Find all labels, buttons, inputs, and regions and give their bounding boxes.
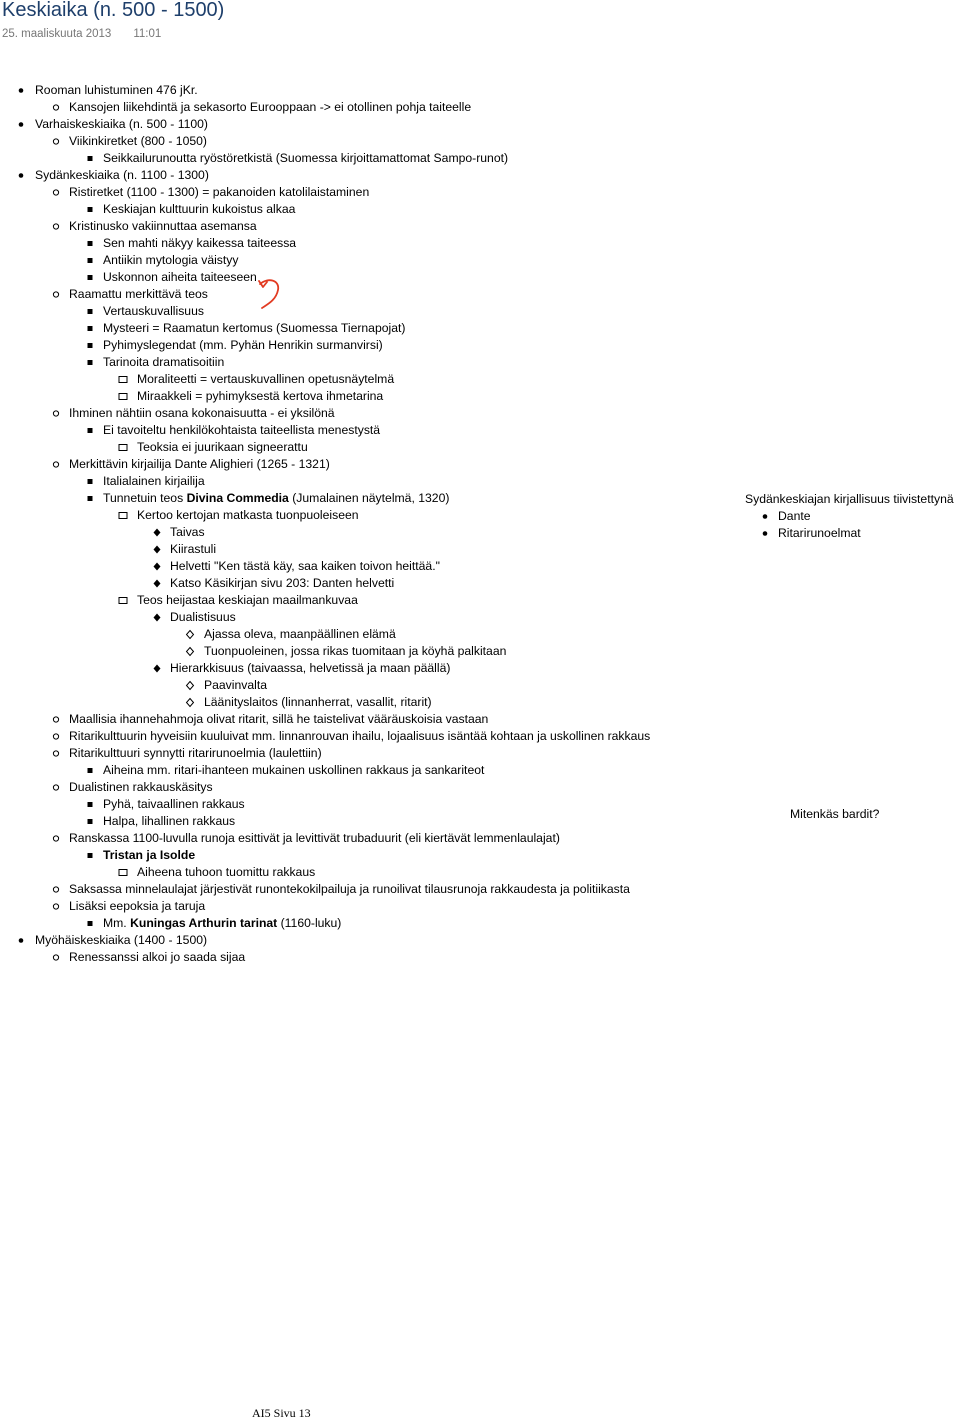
outline-item-text: Sen mahti näkyy kaikessa taiteessa [103,236,297,250]
square-bullet-icon [84,422,96,439]
diamond-bullet-icon [151,575,163,592]
circle-bullet-icon [50,456,62,473]
square-bullet-icon [84,303,96,320]
square-bullet-icon [84,796,96,813]
outline-item-text-part: Tunnetuin teos [103,491,187,505]
square-bullet-icon [84,150,96,167]
outline-item [0,184,700,201]
outline-item-text: Ranskassa 1100-luvulla runoja esittivät ja levittivät trubaduurit (eli kiertävät lemmenlaulajat) [69,831,560,845]
outline-item-text: Merkittävin kirjailija Dante Alighieri (1265 - 1321) [69,457,330,471]
outline-item-text: Kertoo kertojan matkasta tuonpuoleiseen [137,508,359,522]
outline-item [0,133,700,150]
square-bullet-icon [84,847,96,864]
outline-item [0,541,700,558]
circle-bullet-icon [50,898,62,915]
circle-bullet-icon [50,779,62,796]
outline-item-text: Viikinkiretket (800 - 1050) [69,134,207,148]
outline-item [0,898,700,915]
diamond-bullet-icon [151,541,163,558]
outline-item-text: Keskiajan kulttuurin kukoistus alkaa [103,202,296,216]
outline-item [0,643,700,660]
outline-item [0,609,700,626]
side-note [745,491,960,542]
square-bullet-icon [84,915,96,932]
outline-item [0,932,700,949]
outline-item-text: Tuonpuoleinen, jossa rikas tuomitaan ja köyhä palkitaan [204,644,507,658]
square-bullet-icon [84,490,96,507]
outline-item [0,82,700,99]
outline-item [0,915,700,932]
outline-item-text: Teos heijastaa keskiajan maailmankuvaa [137,593,358,607]
outline-item [0,116,700,133]
outline-item [0,473,700,490]
hollow-square-bullet-icon [117,864,129,881]
outline-item-text: Seikkailurunoutta ryöstöretkistä (Suomessa kirjoittamattomat Sampo-runot) [103,151,509,165]
outline-item-text: Mysteeri = Raamatun kertomus (Suomessa Tiernapojat) [103,321,406,335]
outline-item [0,524,700,541]
outline-item-text: Ritarikulttuurin hyveisiin kuuluivat mm. linnanrouvan ihailu, lojaalisuus isäntää kohtaan ja uskollinen rakkaus [69,729,651,743]
hollow-diamond-bullet-icon [184,677,196,694]
outline-item [0,371,700,388]
circle-bullet-icon [50,184,62,201]
square-bullet-icon [84,252,96,269]
diamond-bullet-icon [151,609,163,626]
outline-item-text [103,915,341,932]
square-bullet-icon [84,269,96,286]
outline-item-text: Italialainen kirjailija [103,474,205,488]
outline-item-text: Ristiretket (1100 - 1300) = pakanoiden katolilaistaminen [69,185,370,199]
circle-bullet-icon [50,405,62,422]
side-note-heading: Sydänkeskiajan kirjallisuus tiivistettynä [745,492,954,506]
outline-item [0,847,700,864]
outline-item [0,490,700,507]
outline-item [0,269,700,286]
circle-bullet-icon [50,133,62,150]
outline-item-text-part: (1160-luku) [277,916,342,930]
outline-item [0,711,700,728]
outline-item [0,864,700,881]
disc-bullet-icon [759,525,771,542]
outline-item-text: Ritarikulttuuri synnytti ritarirunoelmia (laulettiin) [69,746,322,760]
outline-item-bold-title: Tristan ja Isolde [103,848,196,862]
outline-item-text: Moraliteetti = vertauskuvallinen opetusnäytelmä [137,372,395,386]
outline-item [0,779,700,796]
circle-bullet-icon [50,881,62,898]
square-bullet-icon [84,762,96,779]
outline-item [0,507,700,524]
outline-item-bold-title: Divina Commedia [186,491,289,505]
outline-item-text-part: (Jumalainen näytelmä, 1320) [288,491,450,505]
outline-item [0,558,700,575]
outline-item [0,303,700,320]
outline-item-text: Läänityslaitos (linnanherrat, vasallit, ritarit) [204,695,432,709]
page-meta [2,27,161,41]
page-footer: AI5 Sivu 13 [252,1406,311,1420]
outline-item-text: Kiirastuli [170,542,217,556]
outline-item-text: Taivas [170,525,205,539]
circle-bullet-icon [50,99,62,116]
outline-item [0,235,700,252]
outline-item [0,388,700,405]
square-bullet-icon [84,813,96,830]
outline-item-text: Maallisia ihannehahmoja olivat ritarit, sillä he taistelivat vääräuskoisia vastaan [69,712,489,726]
disc-bullet-icon [759,508,771,525]
square-bullet-icon [84,320,96,337]
outline-item-text: Ei tavoiteltu henkilökohtaista taiteellista menestystä [103,423,381,437]
outline-item-text: Teoksia ei juurikaan signeerattu [137,440,308,454]
outline-item-text: Miraakkeli = pyhimyksestä kertova ihmetarina [137,389,384,403]
disc-bullet-icon [15,167,27,184]
outline-item-text [103,490,449,507]
outline-item-text: Lisäksi eepoksia ja taruja [69,899,206,913]
outline-item-text: Dualistisuus [170,610,236,624]
outline-item-text: Sydänkeskiaika (n. 1100 - 1300) [35,168,209,182]
hollow-square-bullet-icon [117,371,129,388]
outline-item-text: Raamattu merkittävä teos [69,287,208,301]
outline-item [0,218,700,235]
outline-item-text: Ajassa oleva, maanpäällinen elämä [204,627,396,641]
diamond-bullet-icon [151,524,163,541]
outline-item-text: Saksassa minnelaulajat järjestivät runontekokilpailuja ja runoilivat tilausrunoja rakkaudesta ja politiikasta [69,882,630,896]
outline-item [0,422,700,439]
outline-item-text: Katso Käsikirjan sivu 203: Danten helvetti [170,576,395,590]
square-bullet-icon [84,337,96,354]
outline-item [0,881,700,898]
outline-item [0,167,700,184]
outline-item [0,337,700,354]
outline-item-text: Myöhäiskeskiaika (1400 - 1500) [35,933,208,947]
outline-item [0,949,700,966]
hollow-square-bullet-icon [117,439,129,456]
outline-item-text: Vertauskuvallisuus [103,304,204,318]
hollow-diamond-bullet-icon [184,626,196,643]
square-bullet-icon [84,354,96,371]
side-note-item: Ritarirunoelmat [745,525,960,542]
outline-item [0,745,700,762]
outline-item [0,762,700,779]
handwritten-arrow-icon [258,278,284,314]
outline-item [0,660,700,677]
outline-item [0,592,700,609]
hollow-diamond-bullet-icon [184,643,196,660]
outline-item-bold-title: Kuningas Arthurin tarinat [130,916,278,930]
disc-bullet-icon [15,82,27,99]
circle-bullet-icon [50,745,62,762]
disc-bullet-icon [15,932,27,949]
hollow-square-bullet-icon [117,507,129,524]
side-note-item: Dante [745,508,960,525]
outline-item-text: Dualistinen rakkauskäsitys [69,780,213,794]
circle-bullet-icon [50,711,62,728]
outline-item [0,694,700,711]
outline-item [0,252,700,269]
circle-bullet-icon [50,218,62,235]
outline-item-text-part: Mm. [103,916,131,930]
outline-item [0,320,700,337]
outline-list [0,82,700,966]
outline-item [0,830,700,847]
outline-item-text: Kristinusko vakiinnuttaa asemansa [69,219,257,233]
outline-item-text: Helvetti "Ken tästä käy, saa kaiken toivon heittää." [170,559,440,573]
outline-item [0,150,700,167]
outline-item-text: Aiheina mm. ritari-ihanteen mukainen uskollinen rakkaus ja sankariteot [103,763,485,777]
circle-bullet-icon [50,728,62,745]
outline-item [0,354,700,371]
outline-item-text: Renessanssi alkoi jo saada sijaa [69,950,246,964]
circle-bullet-icon [50,949,62,966]
outline-item-text: Rooman luhistuminen 476 jKr. [35,83,198,97]
outline-item [0,405,700,422]
diamond-bullet-icon [151,558,163,575]
outline-item-text: Ihminen nähtiin osana kokonaisuutta - ei yksilönä [69,406,335,420]
page-date: 25. maaliskuuta 2013 [2,28,112,40]
square-bullet-icon [84,235,96,252]
outline-item-text: Uskonnon aiheita taiteeseen [103,270,257,284]
hollow-square-bullet-icon [117,388,129,405]
outline-item [0,728,700,745]
outline-item-text: Varhaiskeskiaika (n. 500 - 1100) [35,117,208,131]
outline-item [0,456,700,473]
outline-item [0,286,700,303]
outline-item-text: Halpa, lihallinen rakkaus [103,814,236,828]
page-title: Keskiaika (n. 500 - 1500) [2,0,225,21]
outline-item [0,439,700,456]
diamond-bullet-icon [151,660,163,677]
outline-item-text: Aiheena tuhoon tuomittu rakkaus [137,865,316,879]
circle-bullet-icon [50,830,62,847]
circle-bullet-icon [50,286,62,303]
outline-item-text [103,847,195,864]
hollow-square-bullet-icon [117,592,129,609]
outline-item [0,626,700,643]
outline-item [0,99,700,116]
outline-item-text: Kansojen liikehdintä ja sekasorto Eurooppaan -> ei otollinen pohja taiteelle [69,100,472,114]
outline-item-text: Pyhimyslegendat (mm. Pyhän Henrikin surmanvirsi) [103,338,383,352]
outline-item [0,201,700,218]
outline-item-text: Antiikin mytologia väistyy [103,253,239,267]
disc-bullet-icon [15,116,27,133]
outline-item-text: Paavinvalta [204,678,268,692]
outline-item-text: Hierarkkisuus (taivaassa, helvetissä ja maan päällä) [170,661,451,675]
page-time: 11:01 [133,28,162,40]
outline-item [0,813,700,830]
outline-item-text: Tarinoita dramatisoitiin [103,355,225,369]
square-bullet-icon [84,201,96,218]
margin-note: Mitenkäs bardit? [790,807,880,821]
outline-item [0,796,700,813]
hollow-diamond-bullet-icon [184,694,196,711]
outline-item [0,575,700,592]
square-bullet-icon [84,473,96,490]
outline-item-text: Pyhä, taivaallinen rakkaus [103,797,245,811]
outline-item [0,677,700,694]
